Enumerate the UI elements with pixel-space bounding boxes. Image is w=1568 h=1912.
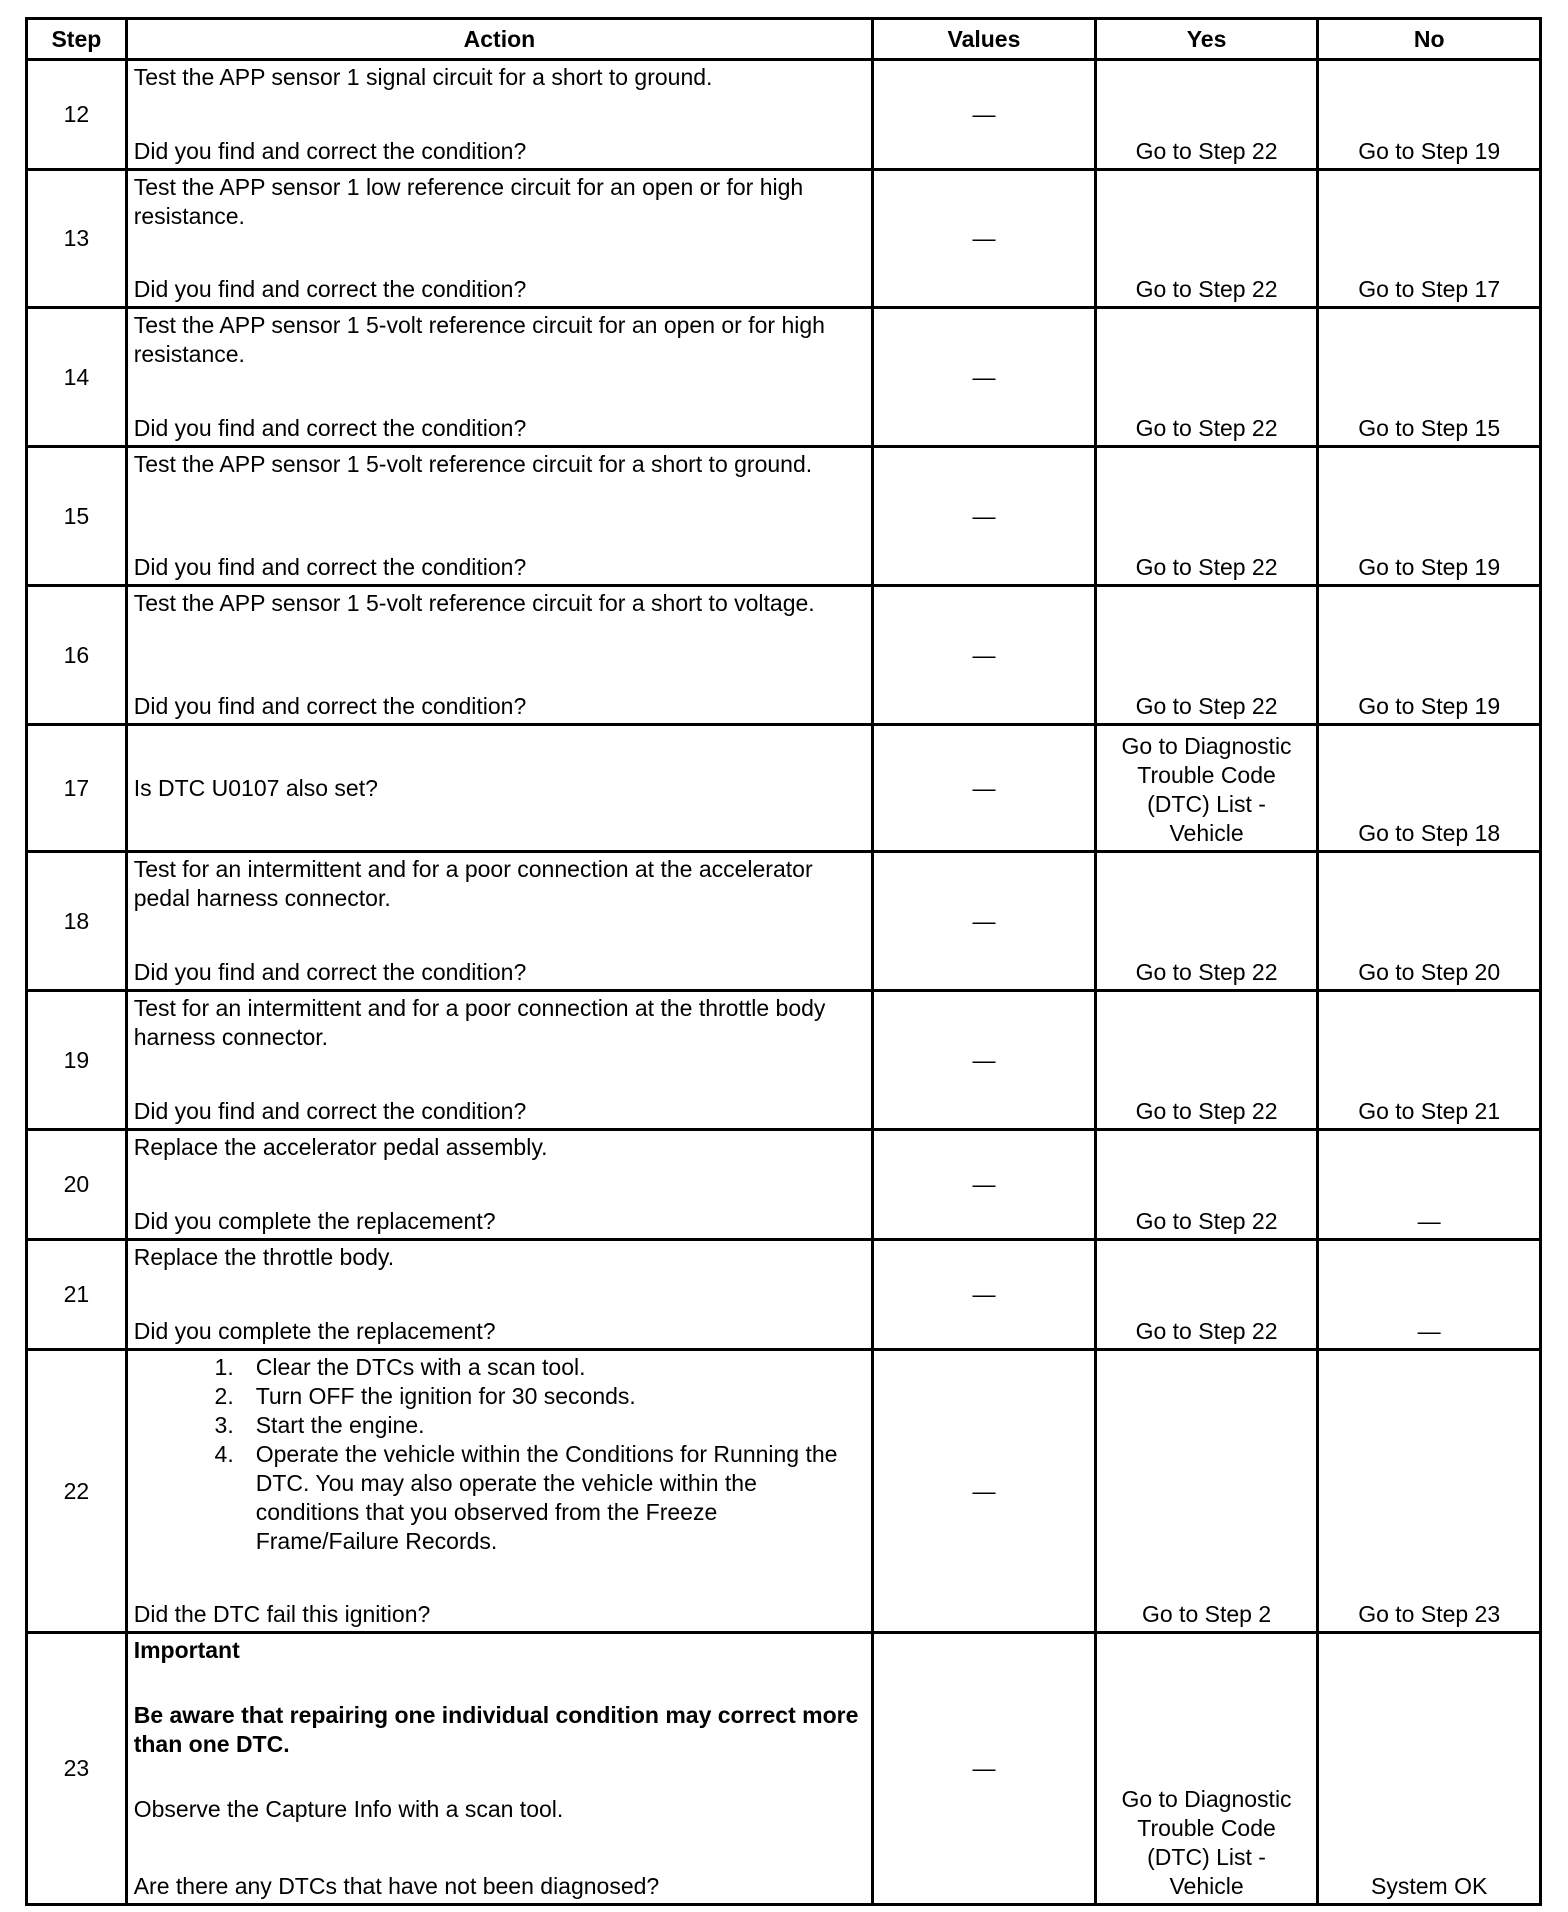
- table-row: [27, 1240, 1541, 1350]
- action-text: Test for an intermittent and for a poor connection at the accelerator pedal harness connector.: [133, 856, 813, 911]
- table-row: [27, 60, 1541, 170]
- action-question: Are there any DTCs that have not been diagnosed?: [133, 1873, 660, 1899]
- values-cell: —: [873, 1633, 1096, 1905]
- action-question: Did you find and correct the condition?: [133, 693, 527, 719]
- step-number: 23: [27, 1633, 127, 1905]
- procedure-item: 2. Turn OFF the ignition for 30 seconds.: [214, 1383, 636, 1409]
- action-text: Is DTC U0107 also set?: [133, 774, 378, 801]
- no-cell: Go to Step 21: [1318, 991, 1541, 1130]
- table-row: [27, 852, 1541, 991]
- values-cell: —: [873, 991, 1096, 1130]
- action-cell: [126, 991, 872, 1130]
- action-cell: [126, 60, 872, 170]
- action-text: Replace the throttle body.: [133, 1244, 395, 1270]
- table-row: [27, 991, 1541, 1130]
- header-yes: Yes: [1095, 19, 1318, 60]
- action-cell: [126, 586, 872, 725]
- action-cell: [126, 725, 872, 852]
- header-action: Action: [126, 19, 872, 60]
- action-question: Did you find and correct the condition?: [133, 1098, 527, 1124]
- no-cell: —: [1318, 1130, 1541, 1240]
- values-cell: —: [873, 1350, 1096, 1633]
- table-row: [27, 1130, 1541, 1240]
- action-question: Did you complete the replacement?: [133, 1208, 496, 1234]
- no-cell: Go to Step 20: [1318, 852, 1541, 991]
- procedure-item: 3. Start the engine.: [214, 1412, 425, 1438]
- yes-cell: Go to Step 22: [1095, 60, 1318, 170]
- table-row: [27, 447, 1541, 586]
- table-row: [27, 1633, 1541, 1905]
- yes-cell: Go to Step 22: [1095, 1130, 1318, 1240]
- important-text: Be aware that repairing one individual condition may correct more than one DTC.: [133, 1702, 859, 1757]
- important-label: Important: [133, 1637, 240, 1663]
- yes-cell: Go to Step 22: [1095, 170, 1318, 308]
- header-row: [27, 19, 1541, 60]
- step-number: 18: [27, 852, 127, 991]
- header-values: Values: [873, 19, 1096, 60]
- values-cell: —: [873, 60, 1096, 170]
- step-number: 13: [27, 170, 127, 308]
- header-no: No: [1318, 19, 1541, 60]
- table-row: [27, 170, 1541, 308]
- action-cell: [126, 170, 872, 308]
- table-row: [27, 725, 1541, 852]
- yes-cell: Go to Step 22: [1095, 447, 1318, 586]
- no-cell: System OK: [1318, 1633, 1541, 1905]
- yes-link[interactable]: Go to Diagnostic Trouble Code (DTC) List - Vehicle: [1121, 733, 1292, 846]
- step-number: 20: [27, 1130, 127, 1240]
- no-cell: Go to Step 15: [1318, 308, 1541, 447]
- step-number: 21: [27, 1240, 127, 1350]
- no-cell: Go to Step 18: [1318, 725, 1541, 852]
- table-row: [27, 308, 1541, 447]
- values-cell: —: [873, 308, 1096, 447]
- procedure-item: 1. Clear the DTCs with a scan tool.: [214, 1354, 586, 1380]
- action-text: Test the APP sensor 1 5-volt reference circuit for a short to ground.: [133, 451, 813, 477]
- action-question: Did you find and correct the condition?: [133, 276, 527, 302]
- values-cell: —: [873, 586, 1096, 725]
- yes-link[interactable]: Go to Diagnostic Trouble Code (DTC) List - Vehicle: [1121, 1786, 1292, 1899]
- table-row: [27, 1350, 1541, 1633]
- action-cell: [126, 1633, 872, 1905]
- values-cell: —: [873, 1130, 1096, 1240]
- action-cell: [126, 852, 872, 991]
- action-cell: [126, 1350, 872, 1633]
- procedure-list: [134, 1353, 865, 1556]
- header-step: Step: [27, 19, 127, 60]
- yes-cell: [1095, 1633, 1318, 1905]
- values-cell: —: [873, 725, 1096, 852]
- action-question: Did the DTC fail this ignition?: [133, 1601, 431, 1627]
- action-text: Test the APP sensor 1 low reference circuit for an open or for high resistance.: [133, 174, 804, 229]
- action-text: Test for an intermittent and for a poor connection at the throttle body harness connector.: [133, 995, 826, 1050]
- action-question: Did you find and correct the condition?: [133, 959, 527, 985]
- diagnostic-table: [25, 17, 1542, 1906]
- step-number: 12: [27, 60, 127, 170]
- action-text: Test the APP sensor 1 5-volt reference circuit for a short to voltage.: [133, 590, 815, 616]
- step-number: 17: [27, 725, 127, 852]
- step-number: 15: [27, 447, 127, 586]
- action-text: Observe the Capture Info with a scan tool.: [133, 1796, 564, 1822]
- step-number: 16: [27, 586, 127, 725]
- action-cell: [126, 1130, 872, 1240]
- yes-cell: Go to Step 22: [1095, 852, 1318, 991]
- yes-cell: Go to Step 2: [1095, 1350, 1318, 1633]
- no-cell: —: [1318, 1240, 1541, 1350]
- yes-cell: [1095, 725, 1318, 852]
- procedure-item: 4. Operate the vehicle within the Conditions for Running the DTC. You may also operate the vehicle within the conditions that you observed from the Freeze Frame/Failure Records.: [214, 1441, 838, 1554]
- action-text: Test the APP sensor 1 5-volt reference circuit for an open or for high resistance.: [133, 312, 825, 367]
- values-cell: —: [873, 1240, 1096, 1350]
- step-number: 19: [27, 991, 127, 1130]
- action-cell: [126, 447, 872, 586]
- values-cell: —: [873, 447, 1096, 586]
- yes-cell: Go to Step 22: [1095, 586, 1318, 725]
- action-text: Test the APP sensor 1 signal circuit for a short to ground.: [133, 64, 713, 90]
- yes-cell: Go to Step 22: [1095, 308, 1318, 447]
- values-cell: —: [873, 170, 1096, 308]
- no-cell: Go to Step 19: [1318, 447, 1541, 586]
- action-text: Replace the accelerator pedal assembly.: [133, 1134, 548, 1160]
- action-question: Did you find and correct the condition?: [133, 415, 527, 441]
- action-question: Did you find and correct the condition?: [133, 138, 527, 164]
- step-number: 14: [27, 308, 127, 447]
- yes-cell: Go to Step 22: [1095, 1240, 1318, 1350]
- table-row: [27, 586, 1541, 725]
- action-cell: [126, 308, 872, 447]
- yes-cell: Go to Step 22: [1095, 991, 1318, 1130]
- step-number: 22: [27, 1350, 127, 1633]
- action-cell: [126, 1240, 872, 1350]
- no-cell: Go to Step 23: [1318, 1350, 1541, 1633]
- no-cell: Go to Step 19: [1318, 586, 1541, 725]
- no-cell: Go to Step 19: [1318, 60, 1541, 170]
- no-cell: Go to Step 17: [1318, 170, 1541, 308]
- values-cell: —: [873, 852, 1096, 991]
- action-question: Did you complete the replacement?: [133, 1318, 496, 1344]
- action-question: Did you find and correct the condition?: [133, 554, 527, 580]
